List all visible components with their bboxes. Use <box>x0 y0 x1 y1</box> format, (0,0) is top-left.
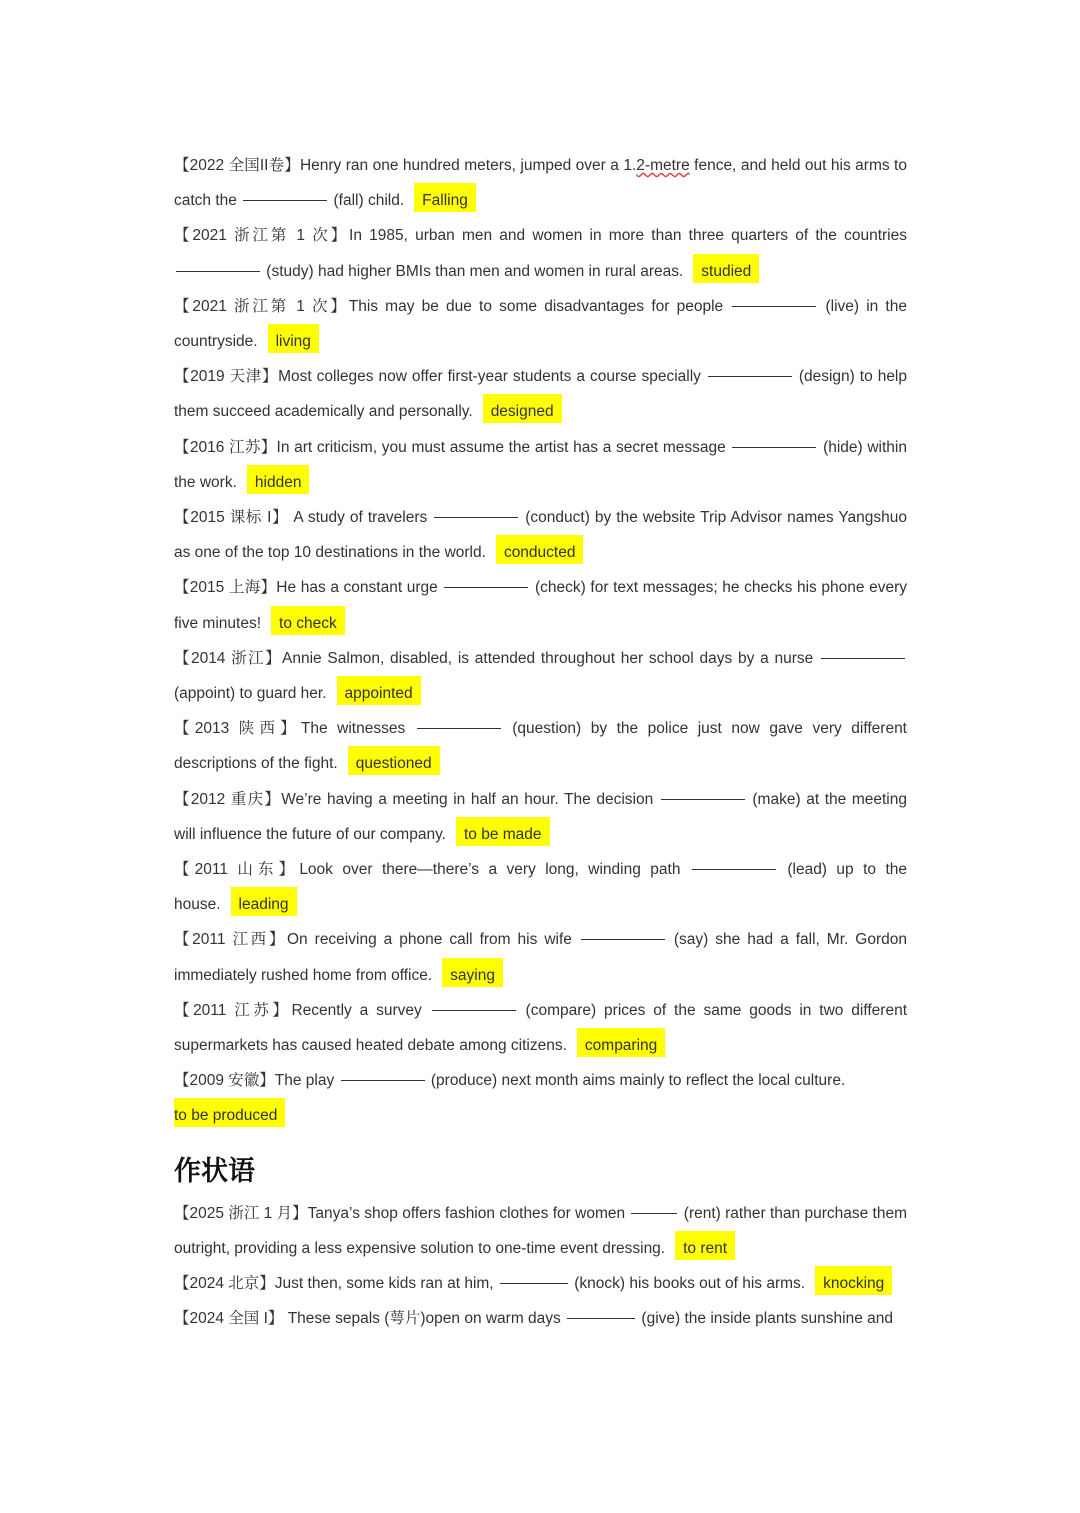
answer-highlight: to be produced <box>174 1098 285 1127</box>
answer-blank <box>341 1079 425 1081</box>
answer-highlight: Falling <box>414 183 476 212</box>
question-source: 【2009 安徽】 <box>174 1072 275 1090</box>
question-text: (conduct) by the website Trip Advisor names Yangshuo as one of the top 10 destinations in the world. <box>174 509 907 562</box>
question-text: (knock) his books out of his arms. <box>569 1275 806 1293</box>
document-page <box>174 148 907 1337</box>
question-source: 【2019 天津】 <box>174 368 279 386</box>
answer-blank <box>434 516 518 518</box>
question-source: 【2011 江西】 <box>174 931 287 949</box>
answer-blank <box>243 199 327 201</box>
question-text: In art criticism, you must assume the artist has a secret message <box>276 438 731 456</box>
question-source: 【2012 重庆】 <box>174 790 282 808</box>
answer-highlight: to be made <box>456 817 550 846</box>
answer-highlight: hidden <box>247 465 310 494</box>
question-text: On receiving a phone call from his wife <box>287 931 579 949</box>
answer-highlight: to check <box>271 606 345 635</box>
answer-highlight: designed <box>483 394 562 423</box>
question-item <box>174 570 907 640</box>
question-text: A study of travelers <box>288 509 433 527</box>
answer-highlight: comparing <box>577 1028 665 1057</box>
answer-highlight: conducted <box>496 535 584 564</box>
answer-blank <box>176 270 260 272</box>
question-item <box>174 359 907 429</box>
question-text: (make) at the meeting will influence the future of our company. <box>174 790 907 843</box>
question-source: 【2025 浙江 1 月】 <box>174 1204 308 1222</box>
question-source: 【2021 浙江第 1 次】 <box>174 297 349 315</box>
answer-blank <box>581 938 665 940</box>
question-item <box>174 148 907 218</box>
question-item <box>174 993 907 1063</box>
answer-blank <box>500 1282 568 1284</box>
answer-blank <box>732 446 816 448</box>
answer-highlight: studied <box>693 254 759 283</box>
question-item <box>174 1301 907 1336</box>
question-item <box>174 852 907 922</box>
question-text: Tanya’s shop offers fashion clothes for women <box>307 1204 630 1222</box>
question-text: These sepals (萼片)open on warm days <box>283 1310 566 1328</box>
question-text: The play <box>274 1072 339 1090</box>
answer-blank <box>708 375 792 377</box>
question-text: This may be due to some disadvantages for people <box>348 297 731 315</box>
question-source: 【2015 课标 I】 <box>174 509 289 527</box>
question-text: Henry ran one hundred meters, jumped over a 1. <box>299 157 637 174</box>
question-source: 【2024 北京】 <box>174 1275 275 1293</box>
answer-blank <box>732 305 816 307</box>
answer-blank <box>692 868 776 870</box>
question-text: (appoint) to guard her. <box>174 685 327 703</box>
answer-highlight: questioned <box>348 746 440 775</box>
question-item <box>174 289 907 359</box>
question-text: Look over there—there’s a very long, winding path <box>299 861 690 879</box>
answer-highlight: leading <box>231 887 297 916</box>
question-source: 【2022 全国II卷】 <box>174 157 300 174</box>
question-item <box>174 1196 907 1266</box>
question-text: (check) for text messages; he checks his phone every five minutes! <box>174 579 907 632</box>
question-item <box>174 1063 907 1133</box>
question-text: (fall) child. <box>329 192 405 210</box>
question-text: Annie Salmon, disabled, is attended throughout her school days by a nurse <box>282 649 819 667</box>
question-item <box>174 430 907 500</box>
section-heading: 作状语 <box>174 1155 255 1187</box>
answer-blank <box>821 657 905 659</box>
question-item <box>174 218 907 288</box>
question-source: 【2024 全国 I】 <box>174 1310 284 1328</box>
question-item <box>174 782 907 852</box>
question-source: 【2015 上海】 <box>174 579 277 597</box>
answer-blank <box>661 798 745 800</box>
spellcheck-word: 2-metre <box>636 157 690 174</box>
question-item <box>174 1266 907 1301</box>
question-source: 【2011 江苏】 <box>174 1001 292 1019</box>
question-text: The witnesses <box>300 720 415 738</box>
question-text: Recently a survey <box>291 1001 430 1019</box>
question-item <box>174 922 907 992</box>
question-text: (live) in the countryside. <box>174 297 907 351</box>
question-source: 【2011 山东】 <box>174 861 300 879</box>
question-text: fence, and held out his arms to catch the <box>174 157 907 210</box>
answer-highlight: to rent <box>675 1231 735 1260</box>
answer-blank <box>432 1009 516 1011</box>
answer-blank <box>444 586 528 588</box>
question-text: (produce) next month aims mainly to reflect the local culture. <box>426 1072 846 1090</box>
question-source: 【2016 江苏】 <box>174 438 277 456</box>
question-source: 【2013 陕西】 <box>174 720 301 738</box>
answer-highlight: knocking <box>815 1266 892 1295</box>
question-text: (compare) prices of the same goods in two different supermarkets has caused heated debate among citizens. <box>174 1001 908 1055</box>
question-text: (rent) rather than purchase them outright, providing a less expensive solution to one-time event dressing. <box>174 1204 907 1257</box>
answer-blank <box>567 1317 635 1319</box>
question-text: (study) had higher BMIs than men and women in rural areas. <box>262 262 684 280</box>
question-text: He has a constant urge <box>276 579 443 597</box>
answer-blank <box>417 727 501 729</box>
question-text: (hide) within the work. <box>174 438 907 491</box>
question-text: (question) by the police just now gave very different descriptions of the fight. <box>174 720 907 773</box>
answer-highlight: living <box>268 324 319 353</box>
question-text: Just then, some kids ran at him, <box>274 1275 498 1293</box>
question-text: (lead) up to the house. <box>174 861 908 914</box>
answer-blank <box>631 1212 677 1214</box>
question-text: In 1985, urban men and women in more than three quarters of the countries <box>349 227 907 245</box>
question-text: (give) the inside plants sunshine and <box>637 1310 894 1328</box>
question-text: (design) to help them succeed academically and personally. <box>174 368 907 421</box>
question-item <box>174 500 907 570</box>
answer-highlight: saying <box>442 958 503 987</box>
question-item <box>174 641 907 711</box>
question-text: We’re having a meeting in half an hour. The decision <box>281 790 659 808</box>
question-source: 【2014 浙江】 <box>174 649 283 667</box>
question-source: 【2021 浙江第 1 次】 <box>174 227 350 245</box>
answer-highlight: appointed <box>337 676 421 705</box>
question-item <box>174 711 907 781</box>
question-text: Most colleges now offer first-year students a course specially <box>278 368 706 386</box>
question-text: (say) she had a fall, Mr. Gordon immediately rushed home from office. <box>174 931 907 984</box>
